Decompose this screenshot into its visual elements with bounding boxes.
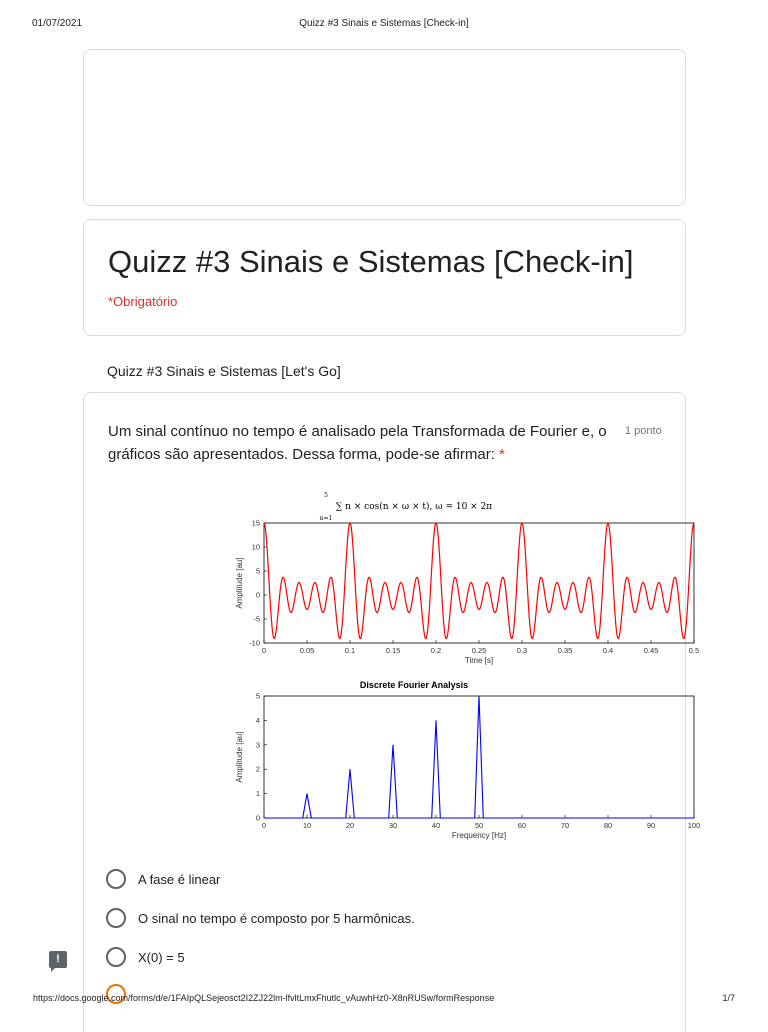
print-date: 01/07/2021 [32,18,82,29]
chart1-xtick-label: 0.05 [300,646,315,655]
chart2-title: Discrete Fourier Analysis [360,680,468,690]
option-label: X(0) = 5 [138,950,185,965]
time-domain-chart [235,492,699,665]
option-label: O sinal no tempo é composto por 5 harmônicas. [138,911,415,926]
chart1-xtick-label: 0.25 [472,646,487,655]
chart1-xtick-label: 0 [262,646,266,655]
chart2-ytick-label: 2 [256,765,260,774]
form-title-card [83,219,686,336]
option-linear-phase[interactable] [106,868,220,890]
chart1-series-line [264,523,694,639]
chart2-ytick-label: 3 [256,740,260,749]
chart2-xtick-label: 80 [604,821,612,830]
chart1-ylabel: Amplitude [au] [235,557,244,608]
chart1-xtick-label: 0.15 [386,646,401,655]
question-text-body: Um sinal contínuo no tempo é analisado pela Transformada de Fourier e, o gráficos são apresentados. Dessa forma, pode-se afirmar: [108,423,607,463]
form-title: Quizz #3 Sinais e Sistemas [Check-in] [108,244,634,280]
section-title: Quizz #3 Sinais e Sistemas [Let's Go] [107,363,341,379]
chart2-xlabel: Frequency [Hz] [452,831,506,840]
chart1-xtick-label: 0.3 [517,646,527,655]
chart2-series-line [264,696,694,818]
chart1-xlabel: Time [s] [465,656,493,665]
radio-button[interactable] [106,869,126,889]
feedback-glyph: ! [49,951,67,968]
chart1-xtick-label: 0.1 [345,646,355,655]
page-number: 1/7 [722,993,735,1003]
option-label: A fase é linear [138,872,220,887]
chart2-ytick-label: 0 [256,814,260,823]
chart2-xtick-label: 30 [389,821,397,830]
print-url: https://docs.google.com/forms/d/e/1FAIpQLSejeosct2I2ZJ22lm-lfvltLmxFhutlc_vAuwhHz0-X8nRUSw/formResponse [33,993,494,1003]
radio-button[interactable] [106,908,126,928]
print-footer [0,993,768,1007]
chart2-xtick-label: 60 [518,821,526,830]
chart1-ytick-label: -5 [253,615,260,624]
chart1-xtick-label: 0.4 [603,646,613,655]
chart2-ytick-label: 4 [256,716,260,725]
feedback-icon[interactable] [49,951,67,968]
chart1-ytick-label: 0 [256,591,260,600]
chart2-ylabel: Amplitude [au] [235,731,244,782]
required-marker: * [499,446,505,463]
chart1-xtick-label: 0.35 [558,646,573,655]
header-banner-card [83,49,686,206]
chart1-title-sum-upper: 5 [324,492,328,499]
chart2-xtick-label: 20 [346,821,354,830]
chart2-xtick-label: 100 [688,821,701,830]
question-points: 1 ponto [625,425,662,437]
print-header [0,18,768,32]
chart1-title-sum-lower: n=1 [320,515,333,522]
question-figure [144,489,624,849]
option-x0-equals-5[interactable] [106,946,185,968]
chart1-ytick-label: 5 [256,567,260,576]
chart1-xtick-label: 0.5 [689,646,699,655]
chart2-ytick-label: 5 [256,692,260,701]
chart2-xtick-label: 90 [647,821,655,830]
chart2-xtick-label: 10 [303,821,311,830]
frequency-domain-chart [235,680,700,840]
chart2-xtick-label: 70 [561,821,569,830]
chart2-xtick-label: 0 [262,821,266,830]
chart1-xtick-label: 0.45 [644,646,659,655]
chart2-xtick-label: 40 [432,821,440,830]
chart1-ytick-label: 15 [252,519,260,528]
option-five-harmonics[interactable] [106,907,415,929]
chart2-ytick-label: 1 [256,789,260,798]
chart2-frame [264,696,694,818]
question-text [108,420,618,466]
question-card [83,392,686,1032]
chart1-title: ∑ n × cos(n × ω × t), ω = 10 × 2π [336,501,492,512]
chart1-xtick-label: 0.2 [431,646,441,655]
chart2-xtick-label: 50 [475,821,483,830]
chart1-ytick-label: -10 [249,639,260,648]
chart1-ytick-label: 10 [252,543,260,552]
print-title: Quizz #3 Sinais e Sistemas [Check-in] [0,18,768,29]
required-note: *Obrigatório [108,294,177,309]
radio-button[interactable] [106,947,126,967]
